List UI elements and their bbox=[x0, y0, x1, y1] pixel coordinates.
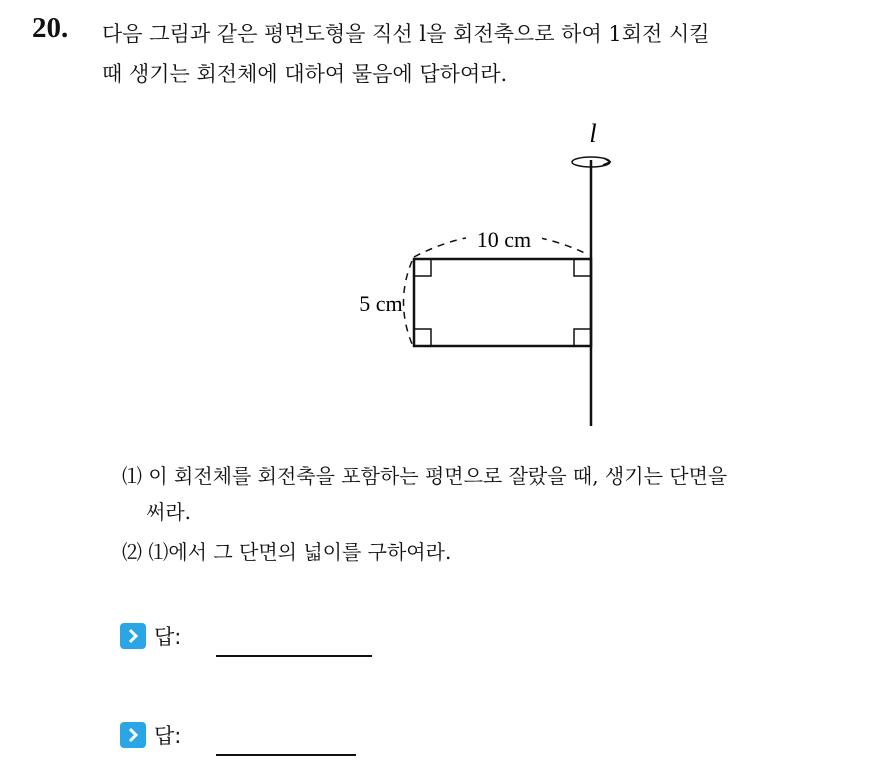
answer-row-2 bbox=[120, 717, 181, 753]
answer-label: 답: bbox=[154, 625, 182, 649]
question-number: 20. bbox=[32, 12, 69, 44]
rectangle-shape bbox=[414, 259, 591, 346]
question-line-2: 때 생기는 회전체에 대하여 물음에 답하여라. bbox=[102, 62, 508, 86]
answer-row-1 bbox=[120, 618, 181, 654]
subquestion-2 bbox=[122, 534, 862, 570]
question-line-1: 다음 그림과 같은 평면도형을 직선 l을 회전축으로 하여 1회전 시킬 bbox=[102, 22, 710, 46]
subquestion-1-line-2: 써라. bbox=[146, 500, 191, 524]
answer-blank-2[interactable] bbox=[216, 754, 356, 756]
answer-label: 답: bbox=[154, 724, 182, 748]
height-dimension-arc bbox=[404, 261, 413, 344]
height-label: 5 cm bbox=[359, 291, 403, 316]
chevron-right-icon bbox=[120, 722, 146, 748]
chevron-right-icon bbox=[120, 623, 146, 649]
subquestion-1 bbox=[122, 458, 862, 530]
right-angle-mark bbox=[414, 259, 431, 276]
subquestion-2-line-1: ⑵ ⑴에서 그 단면의 넓이를 구하여라. bbox=[122, 540, 452, 564]
width-label: 10 cm bbox=[476, 227, 532, 252]
subquestion-1-line-1: ⑴ 이 회전체를 회전축을 포함하는 평면으로 잘랐을 때, 생기는 단면을 bbox=[122, 464, 728, 488]
right-angle-mark bbox=[574, 259, 591, 276]
answer-blank-1[interactable] bbox=[216, 655, 372, 657]
right-angle-mark bbox=[574, 329, 591, 346]
right-angle-mark bbox=[414, 329, 431, 346]
axis-label: l bbox=[589, 119, 597, 148]
